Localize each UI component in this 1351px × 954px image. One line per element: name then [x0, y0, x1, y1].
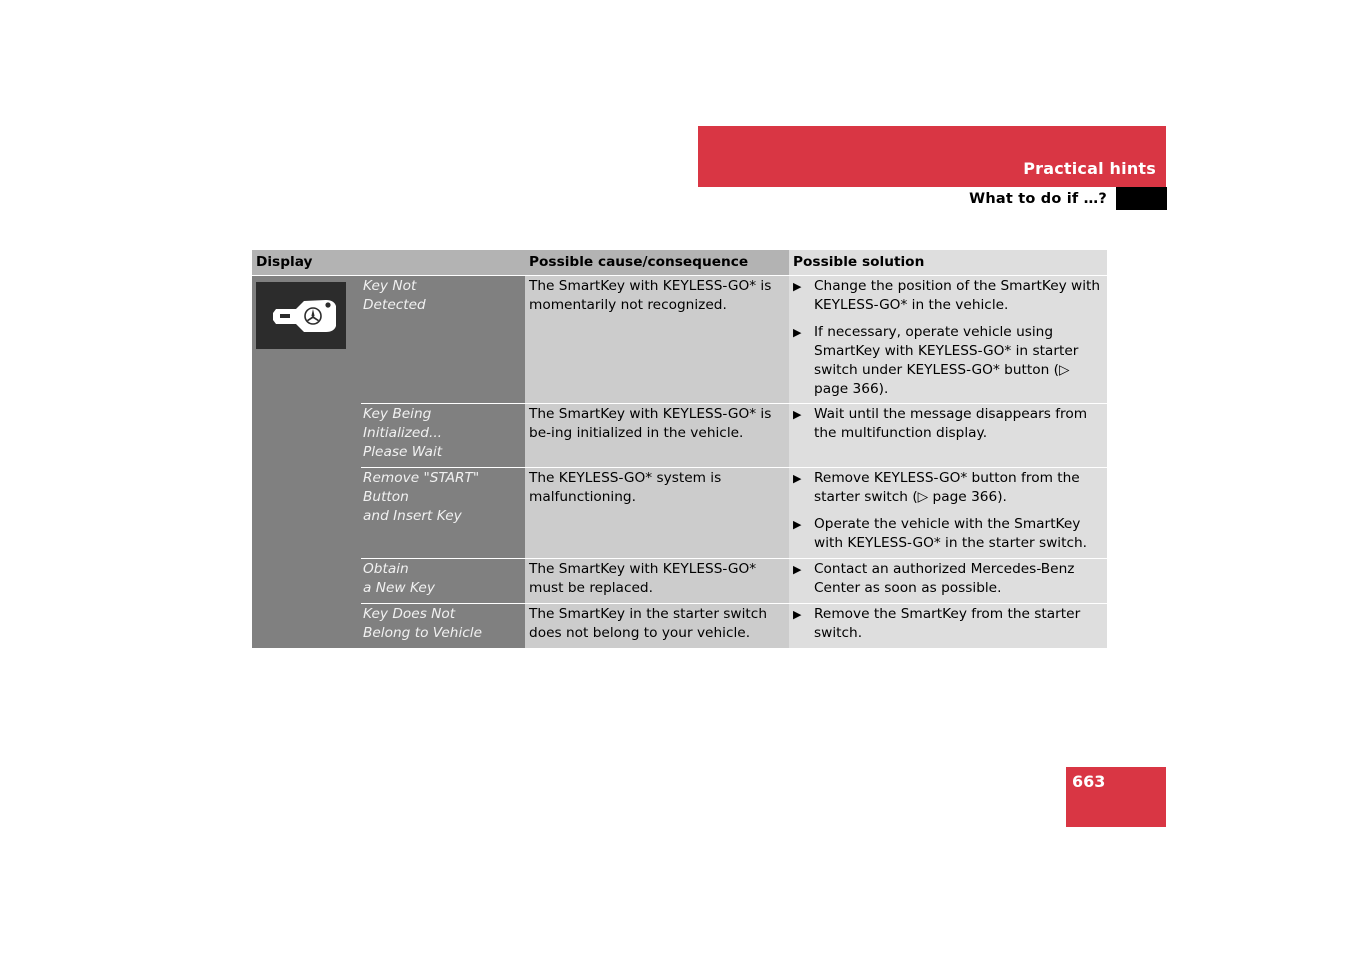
- table-row: [252, 404, 1107, 468]
- arrow-bullet-icon: ▶: [793, 280, 802, 293]
- arrow-bullet-icon: ▶: [793, 518, 802, 531]
- solution-item: ▶ Operate the vehicle with the SmartKey with KEYLESS-GO* in the starter switch.: [793, 516, 1088, 551]
- arrow-bullet-icon: ▶: [793, 408, 802, 421]
- cause-cell: The SmartKey with KEYLESS-GO* is momentarily not recognized.: [525, 276, 789, 404]
- section-title: What to do if …?: [969, 191, 1107, 207]
- solution-cell: [789, 559, 1107, 604]
- display-message: Key Does Not Belong to Vehicle: [361, 604, 525, 648]
- table-row: [252, 604, 1107, 648]
- solution-item: ▶ If necessary, operate vehicle using SmartKey with KEYLESS-GO* in starter switch under KEYLESS-GO* button (▷ page 366).: [793, 324, 1079, 397]
- solution-cell: [789, 604, 1107, 648]
- page-number-box: [1066, 767, 1166, 827]
- cause-cell: The SmartKey in the starter switch does not belong to your vehicle.: [525, 604, 789, 648]
- solution-cell: [789, 404, 1107, 468]
- table-row: [252, 276, 1107, 404]
- arrow-bullet-icon: ▶: [793, 326, 802, 339]
- chapter-title: Practical hints: [1023, 159, 1156, 178]
- solution-item: ▶ Change the position of the SmartKey with KEYLESS-GO* in the vehicle.: [793, 278, 1101, 313]
- solution-item: ▶ Remove KEYLESS-GO* button from the starter switch (▷ page 366).: [793, 470, 1080, 505]
- display-message: Remove "START" Button and Insert Key: [361, 468, 525, 559]
- table-header-row: [252, 250, 1107, 276]
- cause-cell: The SmartKey with KEYLESS-GO* must be replaced.: [525, 559, 789, 604]
- cause-cell: The KEYLESS-GO* system is malfunctioning.: [525, 468, 789, 559]
- solution-cell: [789, 276, 1107, 404]
- display-icon-cell: [252, 276, 361, 648]
- table-row: [252, 559, 1107, 604]
- chapter-header-bar: [698, 126, 1166, 187]
- section-marker: [1116, 187, 1167, 210]
- display-message: Key Being Initialized... Please Wait: [361, 404, 525, 468]
- table-row: [252, 468, 1107, 559]
- column-header-cause: Possible cause/consequence: [525, 250, 789, 276]
- messages-table: [252, 250, 1107, 648]
- display-message: Key Not Detected: [361, 276, 525, 404]
- page-number: 663: [1072, 772, 1106, 791]
- display-message: Obtain a New Key: [361, 559, 525, 604]
- arrow-bullet-icon: ▶: [793, 563, 802, 576]
- solution-item: ▶ Contact an authorized Mercedes-Benz Center as soon as possible.: [793, 561, 1075, 596]
- arrow-bullet-icon: ▶: [793, 608, 802, 621]
- cause-cell: The SmartKey with KEYLESS-GO* is be-ing initialized in the vehicle.: [525, 404, 789, 468]
- arrow-bullet-icon: ▶: [793, 472, 802, 485]
- solution-item: ▶ Wait until the message disappears from the multifunction display.: [793, 406, 1088, 441]
- solution-cell: [789, 468, 1107, 559]
- column-header-display: Display: [252, 250, 525, 276]
- smartkey-icon: [256, 282, 346, 349]
- column-header-solution: Possible solution: [789, 250, 1107, 276]
- solution-item: ▶ Remove the SmartKey from the starter switch.: [793, 606, 1081, 641]
